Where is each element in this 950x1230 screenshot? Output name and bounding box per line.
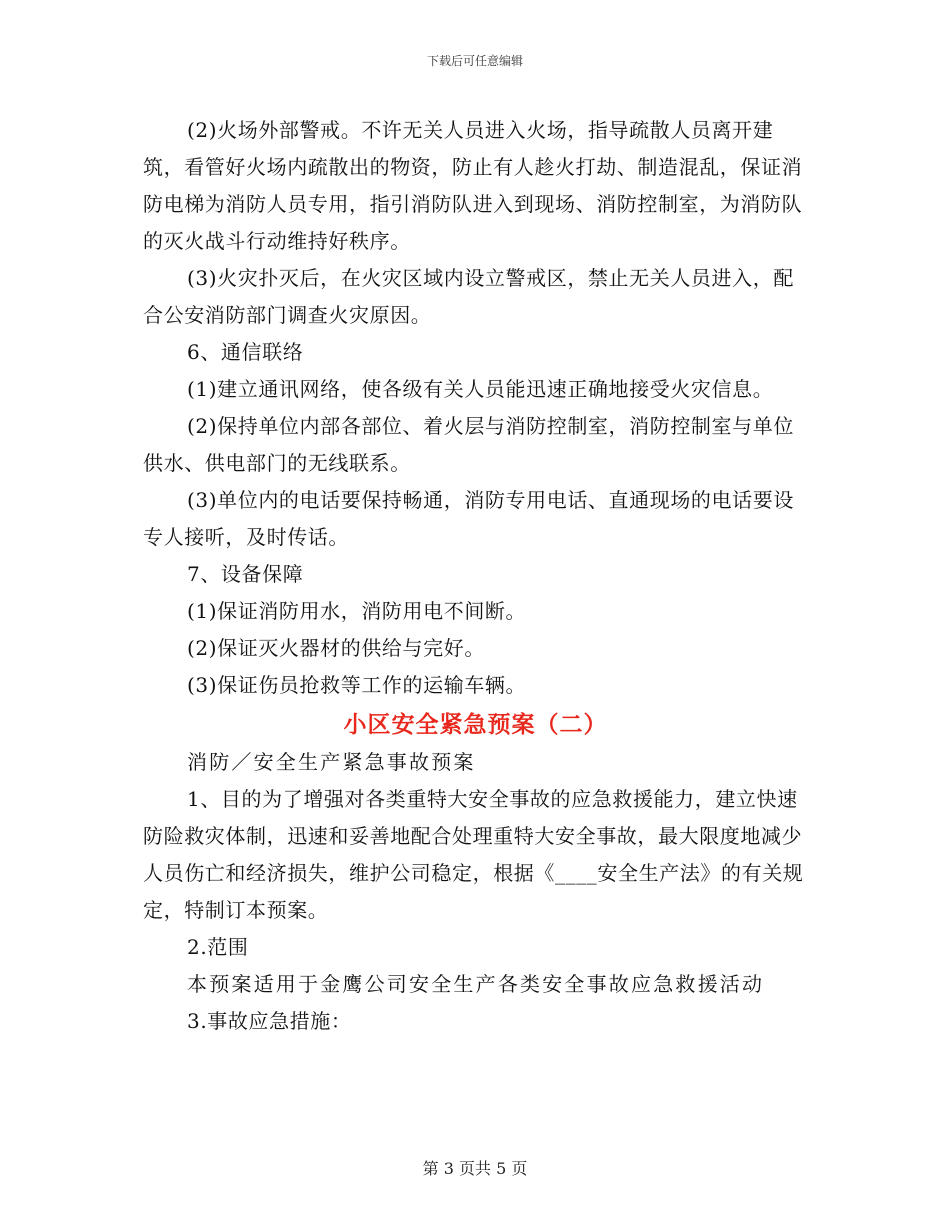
page-header-note: 下载后可任意编辑 [426, 54, 523, 68]
paragraph-plan-name: 消防／安全生产紧急事故预案 [187, 750, 476, 774]
heading-equipment: 7、设备保障 [187, 562, 304, 586]
paragraph-equip-water-power: (1)保证消防用水，消防用电不间断。 [187, 599, 527, 623]
paragraph-equip-extinguishers: (2)保证灭火器材的供给与完好。 [187, 636, 485, 660]
heading-communications: 6、通信联络 [187, 340, 304, 364]
paragraph-comm-network: (1)建立通讯网络，使各级有关人员能迅速正确地接受火灾信息。 [187, 377, 774, 401]
paragraph-comm-wireless: (2)保持单位内部各部位、着火层与消防控制室，消防控制室与单位供水、供电部门的无线联系。 [143, 414, 794, 475]
paragraph-after-fire: (3)火灾扑灭后，在火灾区域内设立警戒区，禁止无关人员进入，配合公安消防部门调查火灾原因。 [143, 266, 794, 327]
paragraph-purpose: 1、目的为了增强对各类重特大安全事故的应急救援能力，建立快速防险救灾体制，迅速和妥善地配合处理重特大安全事故，最大限度地减少人员伤亡和经济损失，维护公司稳定，根据《____安全生产法》的有关规定，特制订本预案。 [143, 787, 804, 922]
paragraph-scope: 本预案适用于金鹰公司安全生产各类安全事故应急救援活动 [187, 972, 765, 996]
section-title: 小区安全紧急预案（二） [343, 711, 608, 738]
document-body [143, 112, 808, 1040]
paragraph-equip-vehicles: (3)保证伤员抢救等工作的运输车辆。 [187, 673, 527, 697]
page-number: 第 3 页共 5 页 [422, 1159, 528, 1178]
paragraph-comm-phone: (3)单位内的电话要保持畅通，消防专用电话、直通现场的电话要设专人接听，及时传话。 [143, 488, 794, 549]
heading-scope: 2.范围 [187, 935, 249, 959]
heading-measures: 3.事故应急措施： [187, 1009, 352, 1033]
paragraph-outer-cordon: (2)火场外部警戒。不许无关人员进入火场，指导疏散人员离开建筑，看管好火场内疏散出的物资，防止有人趁火打劫、制造混乱，保证消防电梯为消防人员专用，指引消防队进入到现场、消防控制室，为消防队的灭火战斗行动维持好秩序。 [143, 118, 803, 253]
